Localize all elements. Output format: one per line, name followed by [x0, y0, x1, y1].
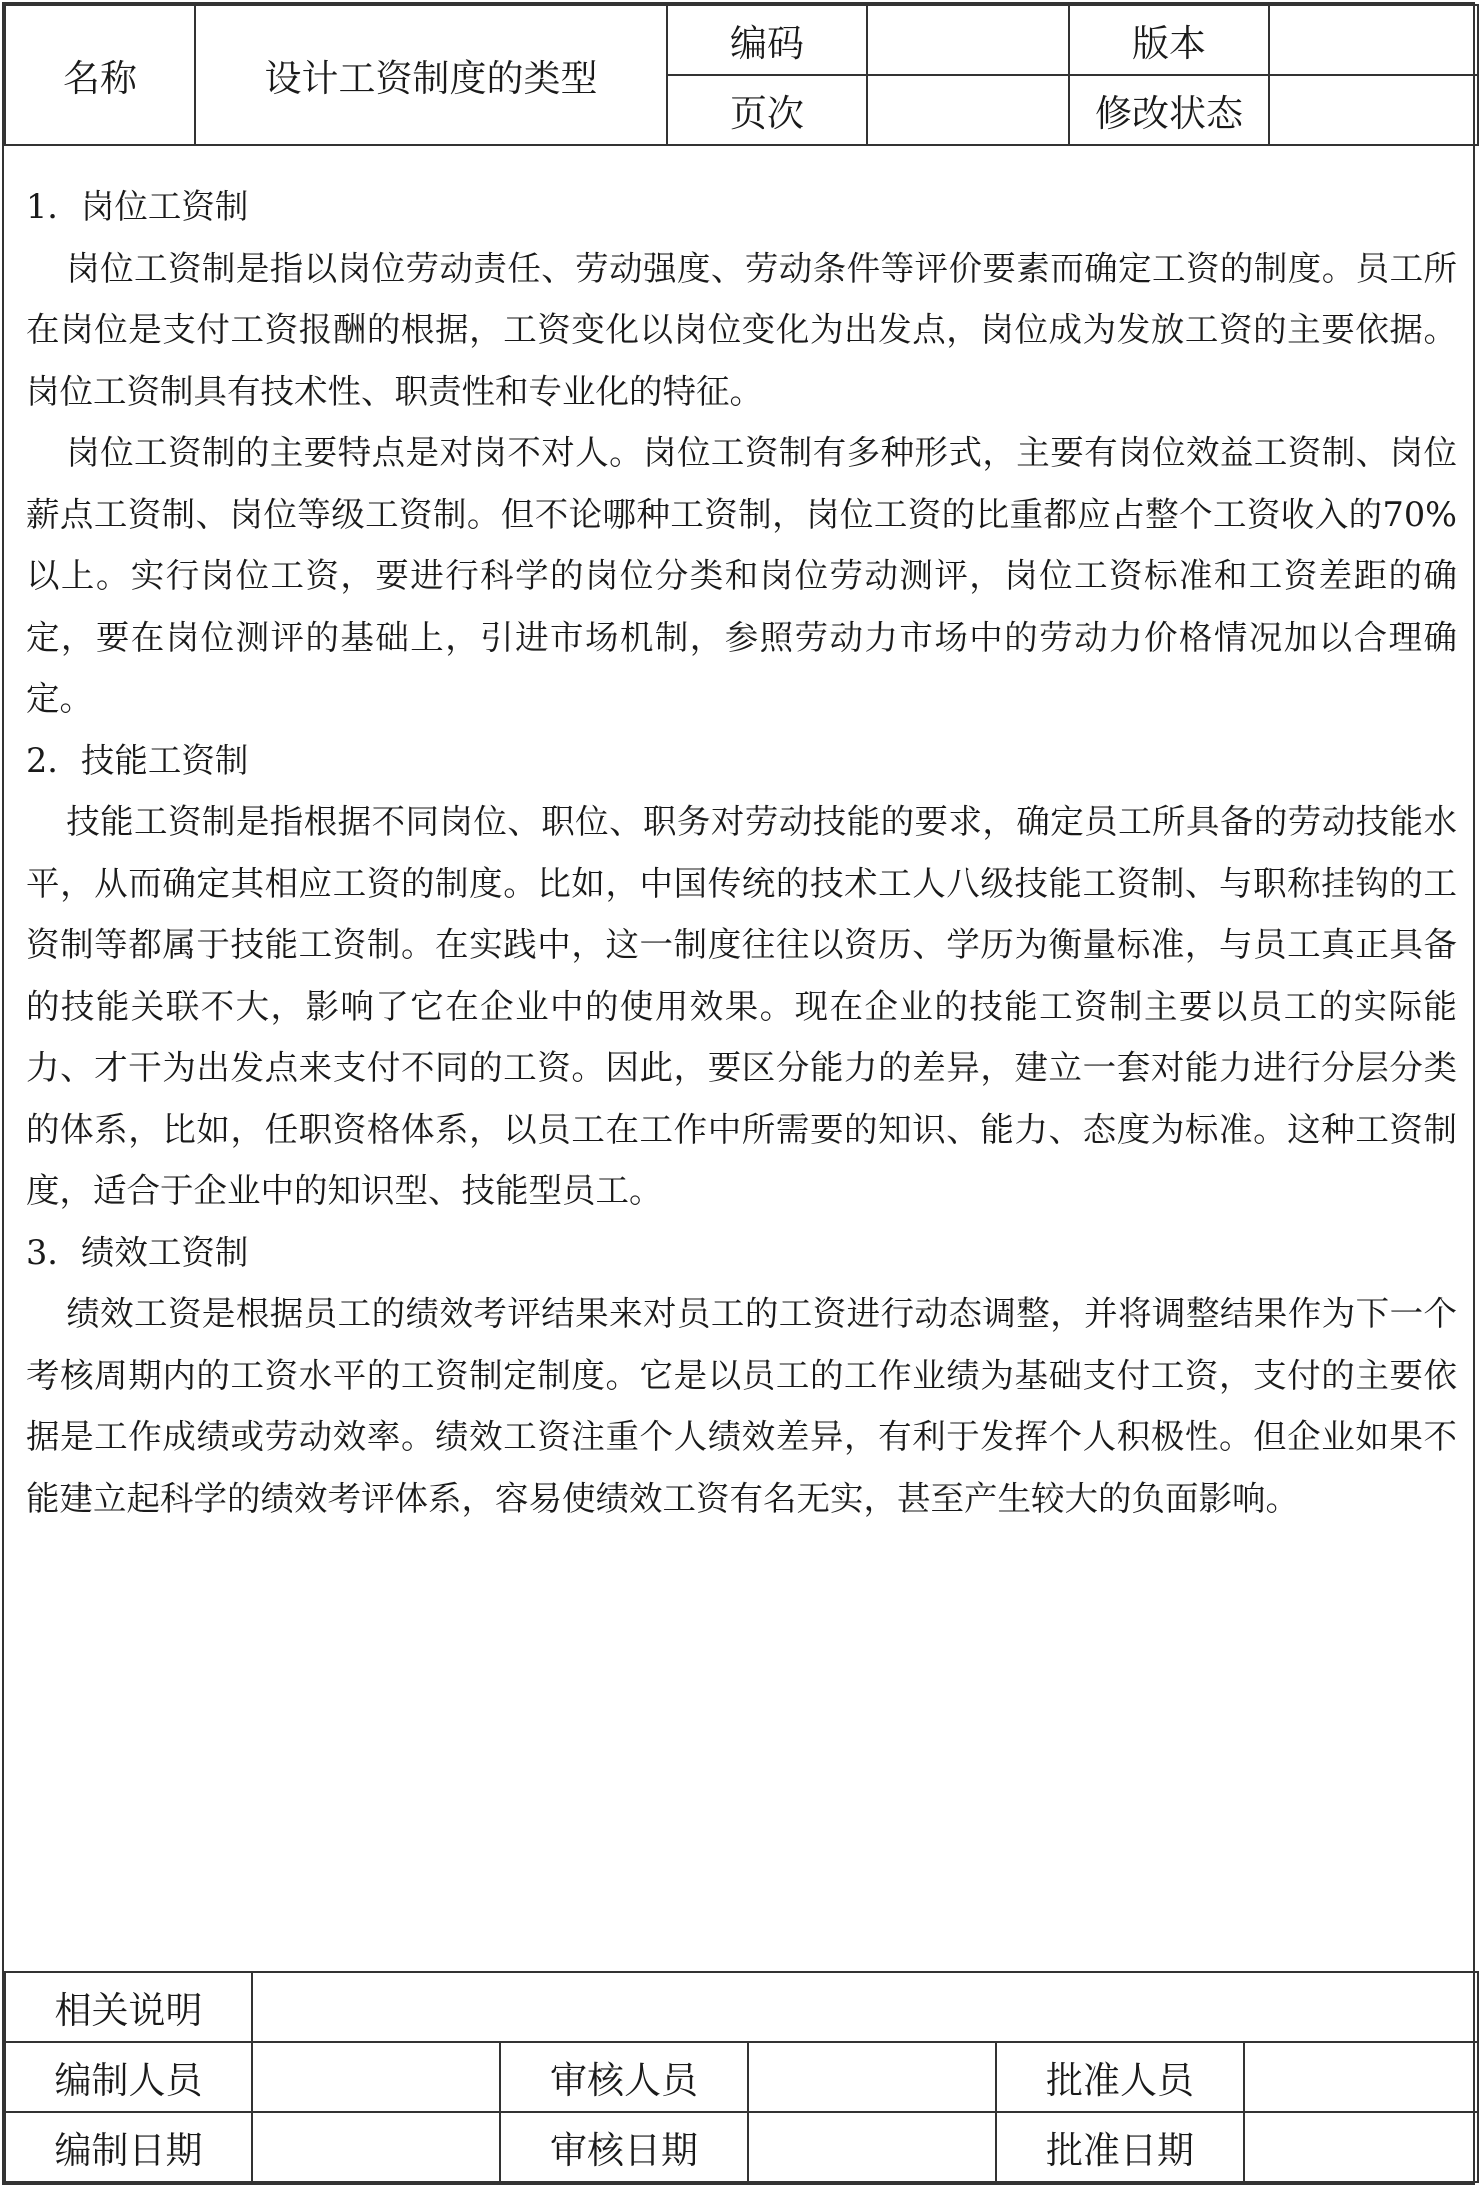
approver-value [1244, 2042, 1478, 2112]
page-value [867, 75, 1069, 145]
reviewer-label: 审核人员 [500, 2042, 748, 2112]
approver-label: 批准人员 [996, 2042, 1244, 2112]
notes-value [252, 1972, 1478, 2042]
section-heading: 3．绩效工资制 [26, 1232, 249, 1272]
paragraph: 岗位工资制是指以岗位劳动责任、劳动强度、劳动条件等评价要素而确定工资的制度。员工所在岗位是支付工资报酬的根据，工资变化以岗位变化为出发点，岗位成为发放工资的主要依据。岗位工资制具有技术性、职责性和专业化的特征。 [26, 248, 1457, 411]
footer-table [4, 1971, 1479, 2183]
revision-label: 修改状态 [1069, 75, 1269, 145]
version-value [1269, 5, 1478, 75]
paragraph: 岗位工资制的主要特点是对岗不对人。岗位工资制有多种形式，主要有岗位效益工资制、岗位薪点工资制、岗位等级工资制。但不论哪种工资制，岗位工资的比重都应占整个工资收入的70%以上。实行岗位工资，要进行科学的岗位分类和岗位劳动测评，岗位工资标准和工资差距的确定，要在岗位测评的基础上，引进市场机制，参照劳动力市场中的劳动力价格情况加以合理确定。 [26, 433, 1457, 718]
header-table [4, 4, 1479, 146]
page-label: 页次 [667, 75, 867, 145]
name-label: 名称 [5, 5, 195, 145]
name-value: 设计工资制度的类型 [195, 5, 667, 145]
section-heading: 1．岗位工资制 [26, 187, 249, 226]
reviewer-value [748, 2042, 996, 2112]
paragraph: 绩效工资是根据员工的绩效考评结果来对员工的工资进行动态调整，并将调整结果作为下一个考核周期内的工资水平的工资制定制度。它是以员工的工作业绩为基础支付工资，支付的主要依据是工作成绩或劳动效率。绩效工资注重个人绩效差异，有利于发挥个人积极性。但企业如果不能建立起科学的绩效考评体系，容易使绩效工资有名无实，甚至产生较大的负面影响。 [26, 1294, 1457, 1518]
approve-date-value [1244, 2112, 1478, 2182]
revision-value [1269, 75, 1478, 145]
review-date-label: 审核日期 [500, 2112, 748, 2182]
edit-date-value [252, 2112, 500, 2182]
review-date-value [748, 2112, 996, 2182]
section-heading: 2．技能工资制 [26, 740, 249, 780]
code-label: 编码 [667, 5, 867, 75]
document-body [26, 176, 1457, 1529]
version-label: 版本 [1069, 5, 1269, 75]
editor-value [252, 2042, 500, 2112]
approve-date-label: 批准日期 [996, 2112, 1244, 2182]
editor-label: 编制人员 [5, 2042, 252, 2112]
code-value [867, 5, 1069, 75]
paragraph: 技能工资制是指根据不同岗位、职位、职务对劳动技能的要求，确定员工所具备的劳动技能水平，从而确定其相应工资的制度。比如，中国传统的技术工人八级技能工资制、与职称挂钩的工资制等都属于技能工资制。在实践中，这一制度往往以资历、学历为衡量标准，与员工真正具备的技能关联不大，影响了它在企业中的使用效果。现在企业的技能工资制主要以员工的实际能力、才干为出发点来支付不同的工资。因此，要区分能力的差异，建立一套对能力进行分层分类的体系，比如，任职资格体系，以员工在工作中所需要的知识、能力、态度为标准。这种工资制度，适合于企业中的知识型、技能型员工。 [26, 802, 1457, 1210]
notes-label: 相关说明 [5, 1972, 252, 2042]
edit-date-label: 编制日期 [5, 2112, 252, 2182]
document-frame [2, 2, 1475, 2185]
